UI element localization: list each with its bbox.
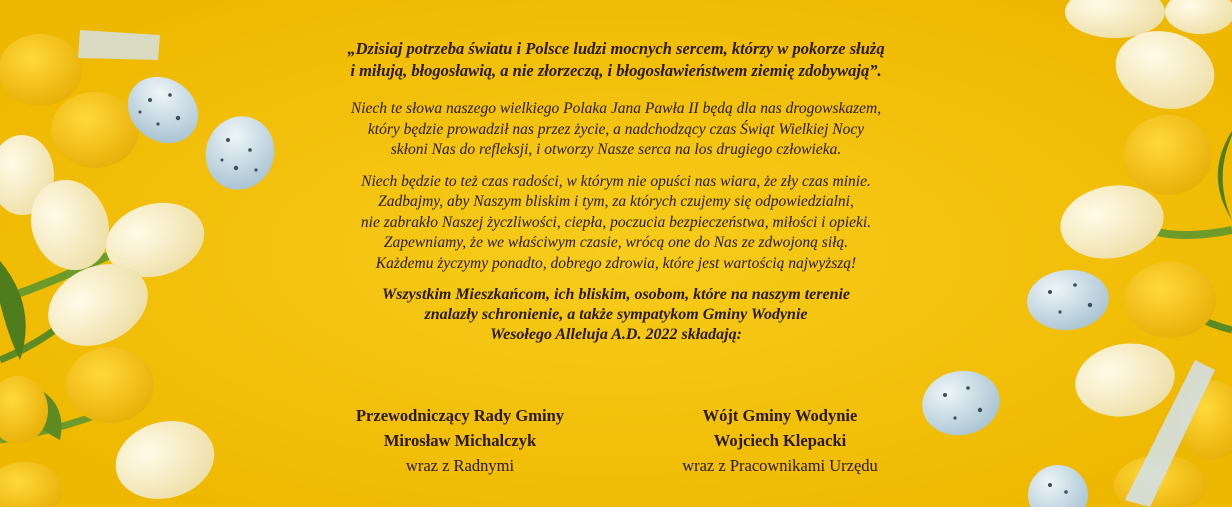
dedication-line: Wszystkim Mieszkańcom, ich bliskim, osobom, które na naszym terenie <box>381 286 851 303</box>
paragraph-wishes <box>230 172 1002 275</box>
paragraph-line: który będzie prowadził nas przez życie, a nadchodzący czas Świąt Wielkiej Nocy <box>367 120 865 138</box>
signature-note: wraz z Radnymi <box>405 456 515 475</box>
greeting-text-block <box>230 38 1002 345</box>
dedication-line: Wesołego Alleluja A.D. 2022 składają: <box>490 326 742 343</box>
signature-mayor <box>620 403 940 478</box>
signature-council-chair <box>300 403 620 478</box>
paragraph-line: Każdemu życzymy ponadto, dobrego zdrowia, które jest wartością najwyższą! <box>375 254 857 272</box>
quote-line: i miłują, błogosławią, a nie złorzeczą, i błogosławieństwem ziemię zdobywają”. <box>350 61 882 80</box>
signature-name: Wojciech Klepacki <box>713 431 847 450</box>
paragraph-line: nie zabrakło Naszej życzliwości, ciepła, poczucia bezpieczeństwa, miłości i opieki. <box>360 213 872 231</box>
quote-line: „Dzisiaj potrzeba światu i Polsce ludzi mocnych sercem, którzy w pokorze służą <box>347 39 885 58</box>
dedication-line: znalazły schronienie, a także sympatykom Gminy Wodynie <box>424 306 808 323</box>
john-paul-quote <box>230 38 1002 82</box>
signature-note: wraz z Pracownikami Urzędu <box>682 456 878 475</box>
paragraph-line: Niech będzie to też czas radości, w którym nie opuści nas wiara, że zły czas minie. <box>361 172 871 190</box>
signature-name: Mirosław Michalczyk <box>383 431 537 450</box>
signatures <box>300 403 940 478</box>
paragraph-line: skłoni Nas do refleksji, i otworzy Nasze serca na los drugiego człowieka. <box>390 141 842 158</box>
paragraph-reflection <box>230 99 1002 161</box>
paragraph-line: Zadbajmy, aby Naszym bliskim i tym, za których czujemy się odpowiedzialni, <box>378 193 854 210</box>
paragraph-line: Niech te słowa naszego wielkiego Polaka Jana Pawła II będą dla nas drogowskazem, <box>350 100 882 117</box>
dedication <box>230 285 1002 345</box>
signature-title: Przewodniczący Rady Gminy <box>355 406 565 425</box>
paragraph-line: Zapewniamy, że we właściwym czasie, wrócą one do Nas ze zdwojoną siłą. <box>383 234 849 251</box>
signature-title: Wójt Gminy Wodynie <box>702 406 858 425</box>
